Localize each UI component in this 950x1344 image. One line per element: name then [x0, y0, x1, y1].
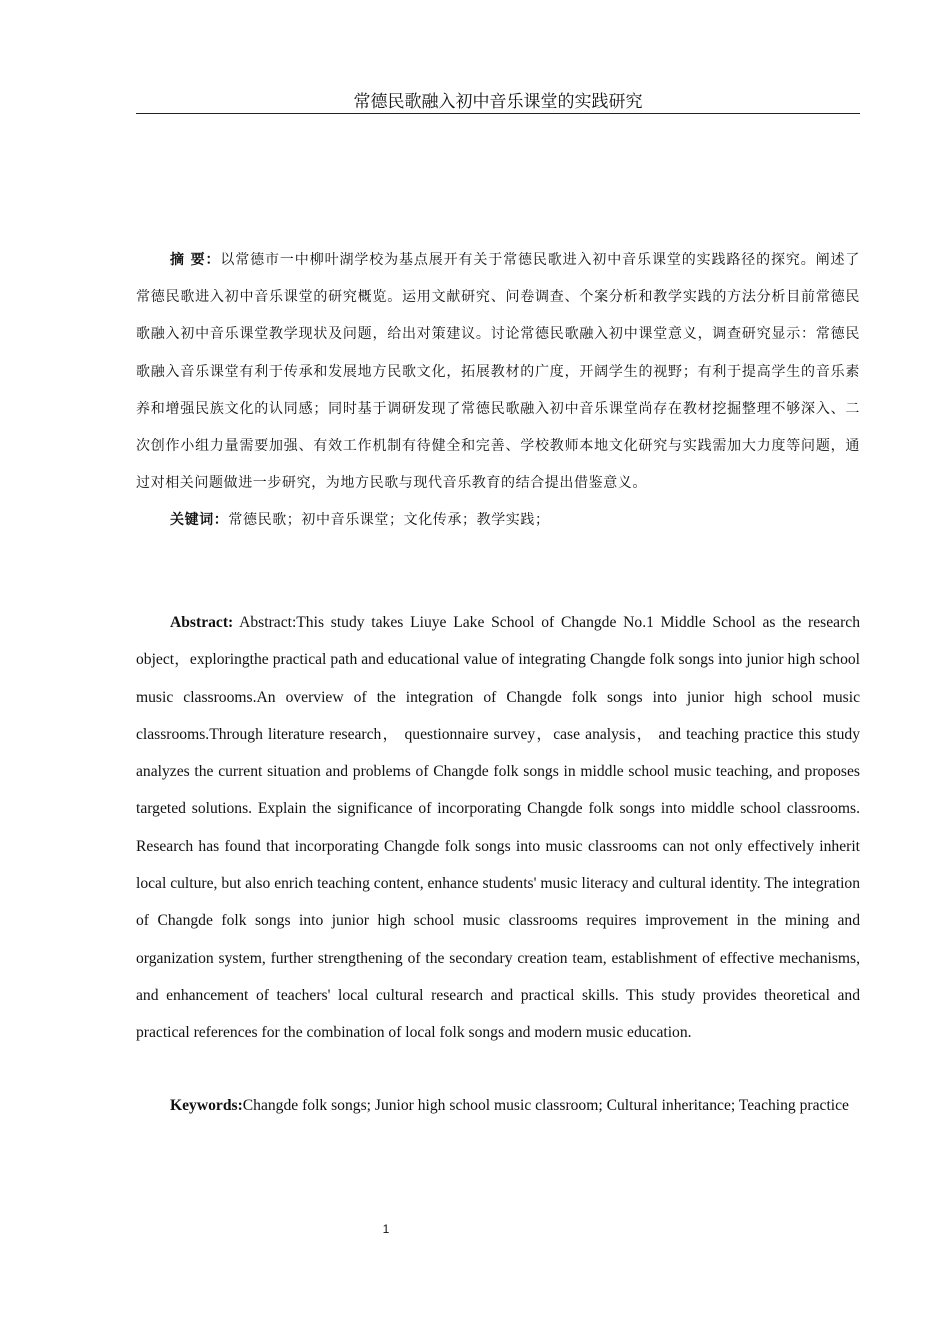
- english-keywords-paragraph: [136, 1087, 860, 1124]
- english-abstract-text: Abstract:This study takes Liuye Lake School of Changde No.1 Middle School as the research object，exploringthe practical path and educational value of integrating Changde folk songs into junior high school music classrooms.An overview of the integration of Changde folk songs into junior high school music classrooms.Through literature research， questionnaire survey，case analysis， and teaching practice this study analyzes the current situation and problems of Changde folk songs in middle school music teaching, and proposes targeted solutions. Explain the significance of incorporating Changde folk songs into middle school classrooms. Research has found that incorporating Changde folk songs into music classrooms can not only effectively inherit local culture, but also enrich teaching content, enhance students' music literacy and cultural identity. The integration of Changde folk songs into junior high school music classrooms requires improvement in the mining and organization system, further strengthening of the secondary creation team, establishment of effective mechanisms, and enhancement of teachers' local cultural research and practical skills. This study provides theoretical and practical references for the combination of local folk songs and modern music education.: [136, 614, 860, 1042]
- page-number: 1: [382, 1222, 390, 1236]
- english-keywords-text: Changde folk songs; Junior high school music classroom; Cultural inheritance; Teaching practice: [242, 1097, 849, 1114]
- chinese-abstract-label: 摘 要：: [170, 252, 221, 268]
- chinese-abstract-text: 以常德市一中柳叶湖学校为基点展开有关于常德民歌进入初中音乐课堂的实践路径的探究。阐述了常德民歌进入初中音乐课堂的研究概览。运用文献研究、问卷调查、个案分析和教学实践的方法分析目前常德民歌融入初中音乐课堂教学现状及问题，给出对策建议。讨论常德民歌融入初中课堂意义，调查研究显示：常德民歌融入音乐课堂有利于传承和发展地方民歌文化，拓展教材的广度，开阔学生的视野；有利于提高学生的音乐素养和增强民族文化的认同感；同时基于调研发现了常德民歌融入初中音乐课堂尚存在教材挖掘整理不够深入、二次创作小组力量需要加强、有效工作机制有待健全和完善、学校教师本地文化研究与实践需加大力度等问题，通过对相关问题做进一步研究，为地方民歌与现代音乐教育的结合提出借鉴意义。: [136, 252, 860, 492]
- running-header: [136, 92, 860, 114]
- chinese-keywords-paragraph: [136, 502, 860, 539]
- english-keywords-label: Keywords:: [170, 1097, 243, 1114]
- chinese-abstract-paragraph: [136, 242, 860, 502]
- chinese-abstract-section: [136, 242, 860, 540]
- header-title: 常德民歌融入初中音乐课堂的实践研究: [353, 92, 643, 111]
- english-abstract-paragraph: [136, 604, 860, 1052]
- chinese-keywords-text: 常德民歌；初中音乐课堂；文化传承；教学实践；: [228, 512, 550, 529]
- english-abstract-section: [136, 604, 860, 1052]
- english-keywords-section: [136, 1087, 860, 1124]
- english-abstract-label: Abstract:: [170, 614, 234, 631]
- chinese-keywords-label: 关键词：: [170, 512, 229, 529]
